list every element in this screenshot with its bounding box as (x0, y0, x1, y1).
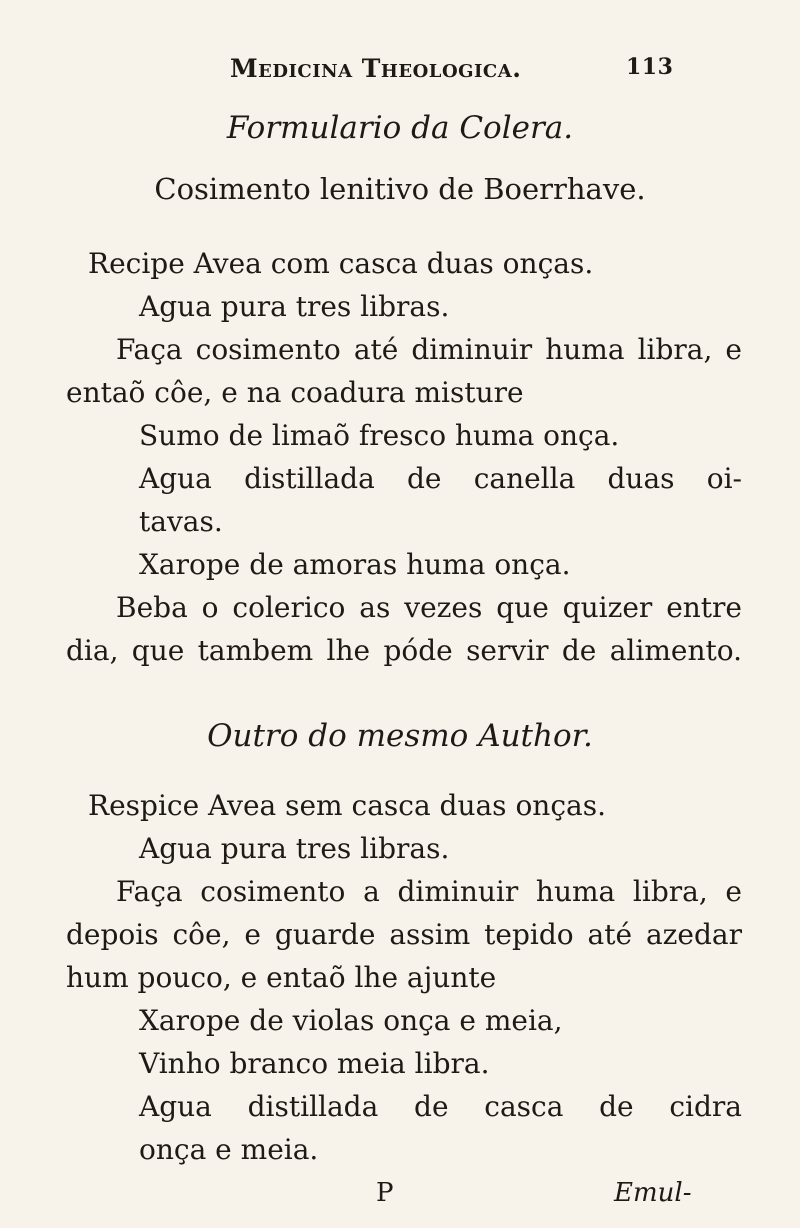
text-line: onça e meia. (139, 1133, 319, 1166)
text-line (66, 1160, 87, 1161)
text-line: Faça cosimento até diminuir huma libra, e (116, 333, 742, 366)
text-line: Agua pura tres libras. (139, 832, 450, 865)
text-line: Faça cosimento a diminuir huma libra, e (116, 875, 742, 908)
text-line: Agua distillada de canella duas oi- (139, 462, 742, 495)
signature-mark: P (376, 1178, 394, 1208)
text-line: Respice Avea sem casca duas onças. (88, 789, 606, 822)
page-number: 113 (626, 54, 674, 80)
text-line: Recipe Avea com casca duas onças. (88, 247, 594, 280)
text-line: dia, que tambem lhe póde servir de alimento. (66, 634, 742, 667)
text-line (111, 1160, 134, 1161)
section-title: Outro do mesmo Author. (207, 718, 593, 754)
text-line: Sumo de limaõ fresco huma onça. (139, 419, 620, 452)
continuation-block (66, 1160, 742, 1174)
section-subtitle: Cosimento lenitivo de Boerrhave. (154, 172, 646, 206)
text-line: hum pouco, e entaõ lhe ajunte (66, 961, 497, 994)
text-line: Agua distillada de casca de cidra (139, 1090, 742, 1123)
text-line (87, 1160, 111, 1161)
text-line (135, 1160, 160, 1161)
catchword: Emul- (614, 1178, 692, 1208)
text-line: Beba o colerico as vezes que quizer entre (116, 591, 742, 624)
text-line: Vinho branco meia libra. (139, 1047, 490, 1080)
text-line: depois côe, e guarde assim tepido até azedar (66, 918, 742, 951)
running-header (230, 54, 674, 83)
text-line: tavas. (139, 505, 223, 538)
section-title: Formulario da Colera. (226, 110, 574, 146)
running-title: Medicina Theologica. (230, 54, 522, 83)
text-line: Xarope de violas onça e meia, (139, 1004, 563, 1037)
text-line: Xarope de amoras huma onça. (139, 548, 571, 581)
text-line: entaõ côe, e na coadura misture (66, 376, 524, 409)
text-line: Agua pura tres libras. (139, 290, 450, 323)
